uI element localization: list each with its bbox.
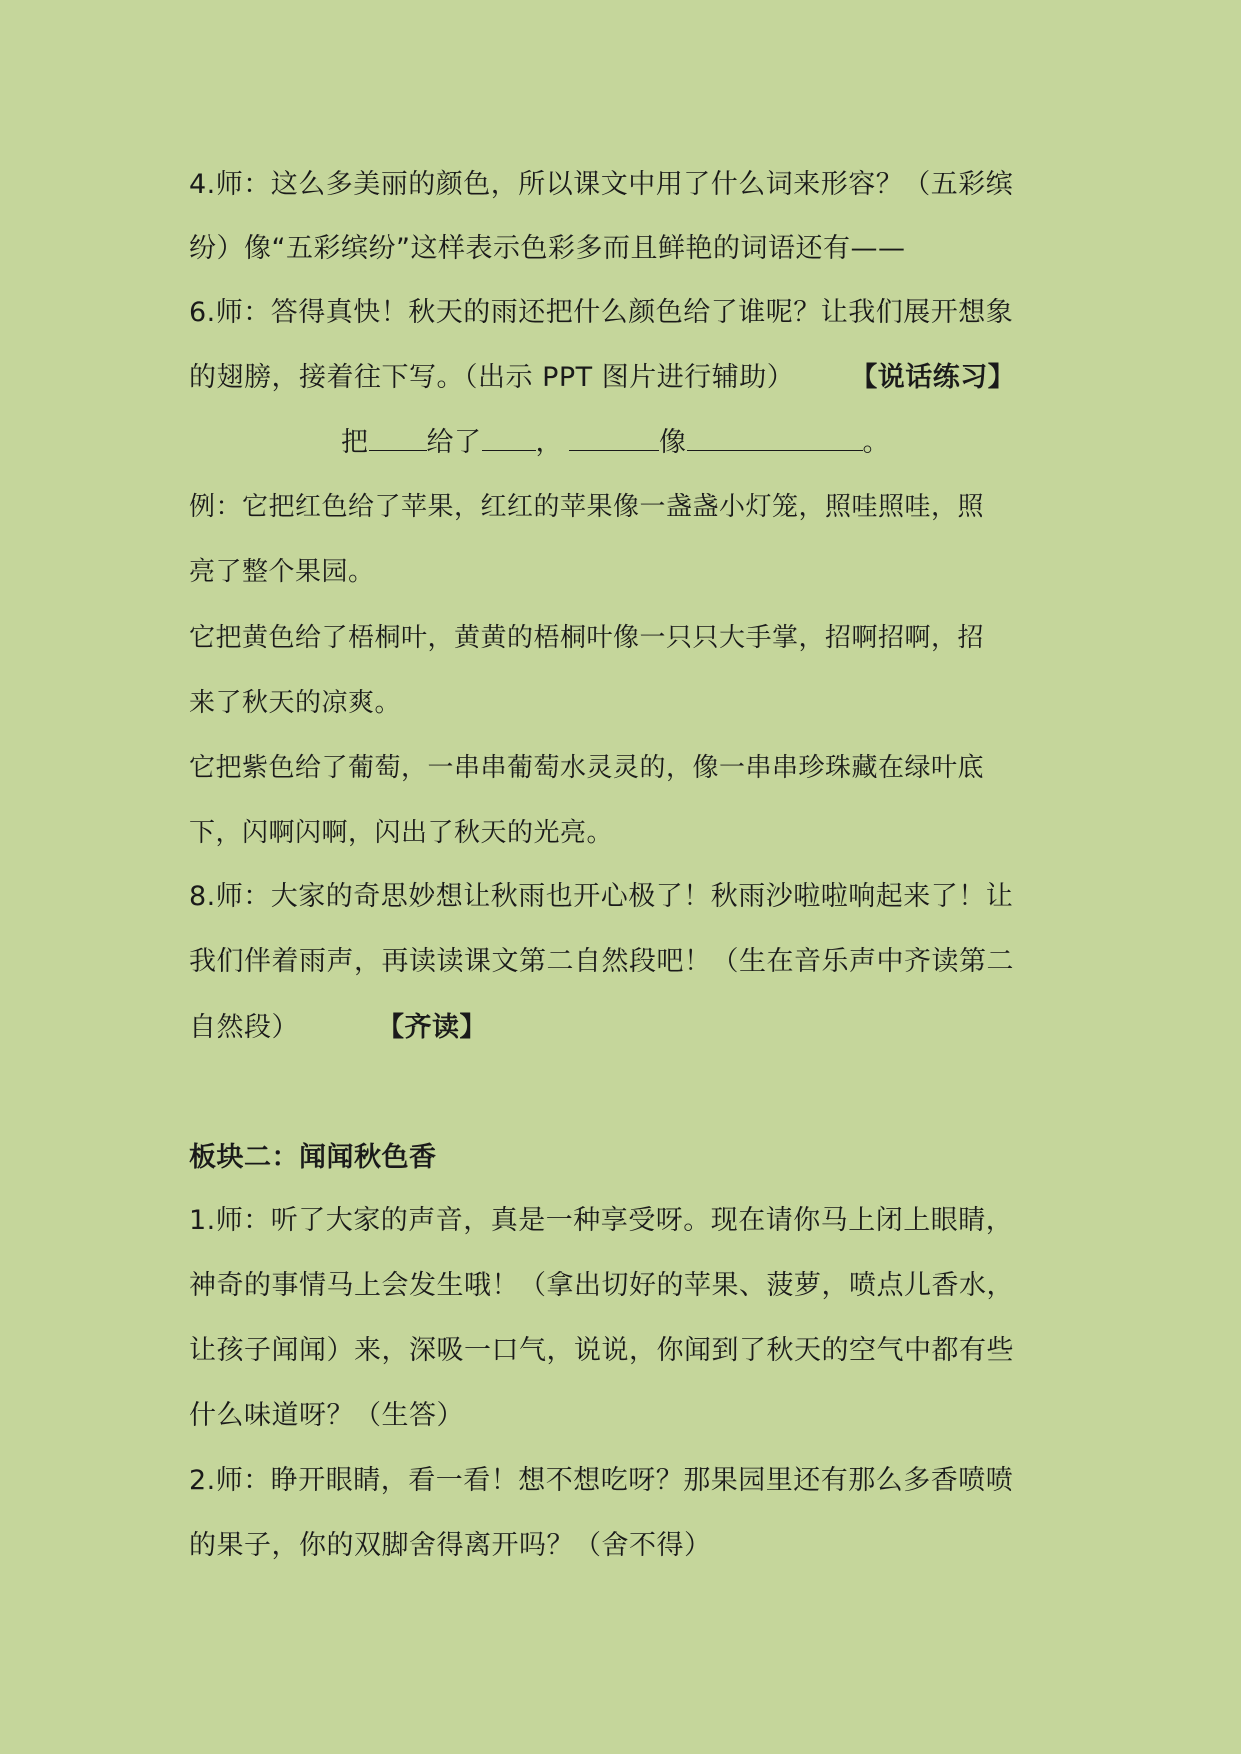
- s2-item1-line2: 神奇的事情马上会发生哦！（拿出切好的苹果、菠萝，喷点儿香水，: [189, 1270, 1014, 1301]
- example1-line1: 例：它把红色给了苹果，红红的苹果像一盏盏小灯笼，照哇照哇，照: [189, 492, 985, 522]
- s2-item1-line1: 1.师：听了大家的声音，真是一种享受呀。现在请你马上闭上眼睛，: [189, 1205, 1014, 1236]
- speaking-practice-tag: 【说话练习】: [850, 362, 1016, 393]
- example1-line2: 亮了整个果园。: [189, 557, 375, 587]
- item6-line1: 6.师：答得真快！秋天的雨还把什么颜色给了谁呢？让我们展开想象: [189, 297, 1014, 328]
- read-together-tag: 【齐读】: [377, 1012, 487, 1043]
- s2-item1-line3: 让孩子闻闻）来，深吸一口气，说说，你闻到了秋天的空气中都有些: [189, 1335, 1014, 1366]
- item8-line3: 自然段）: [189, 1012, 299, 1043]
- s2-item1-line4: 什么味道呀？（生答）: [189, 1400, 464, 1431]
- template-word-geile: 给了: [426, 427, 482, 458]
- template-comma: ，: [535, 427, 563, 458]
- fill-in-template: [341, 423, 890, 463]
- item4-line2: 纷）像“五彩缤纷”这样表示色彩多而且鲜艳的词语还有——: [189, 233, 906, 264]
- template-word-xiang: 像: [659, 427, 687, 458]
- template-period: 。: [862, 427, 890, 458]
- item6-line2-wrap: [189, 358, 1015, 398]
- template-word-ba: 把: [341, 427, 369, 458]
- example3-line2: 下，闪啊闪啊，闪出了秋天的光亮。: [189, 818, 614, 848]
- example2-line1: 它把黄色给了梧桐叶，黄黄的梧桐叶像一只只大手掌，招啊招啊，招: [189, 623, 985, 653]
- item4-line1: 4.师：这么多美丽的颜色，所以课文中用了什么词来形容？（五彩缤: [189, 169, 1014, 200]
- blank-1: [369, 424, 427, 451]
- item6-line2: 的翅膀，接着往下写。（出示 PPT 图片进行辅助）: [189, 362, 795, 393]
- blank-4: [687, 424, 863, 451]
- blank-2: [482, 424, 536, 451]
- s2-item2-line2: 的果子，你的双脚舍得离开吗？（舍不得）: [189, 1530, 712, 1561]
- item8-line2: 我们伴着雨声，再读读课文第二自然段吧！（生在音乐声中齐读第二: [189, 946, 1014, 977]
- example3-line1: 它把紫色给了葡萄，一串串葡萄水灵灵的，像一串串珍珠藏在绿叶底: [189, 753, 985, 783]
- section2-heading: 板块二：闻闻秋色香: [189, 1142, 437, 1173]
- item8-line1: 8.师：大家的奇思妙想让秋雨也开心极了！秋雨沙啦啦响起来了！让: [189, 881, 1014, 912]
- example2-line2: 来了秋天的凉爽。: [189, 688, 402, 718]
- item8-line3-wrap: [189, 1008, 487, 1048]
- s2-item2-line1: 2.师：睁开眼睛，看一看！想不想吃呀？那果园里还有那么多香喷喷: [189, 1465, 1014, 1496]
- blank-3: [569, 424, 659, 451]
